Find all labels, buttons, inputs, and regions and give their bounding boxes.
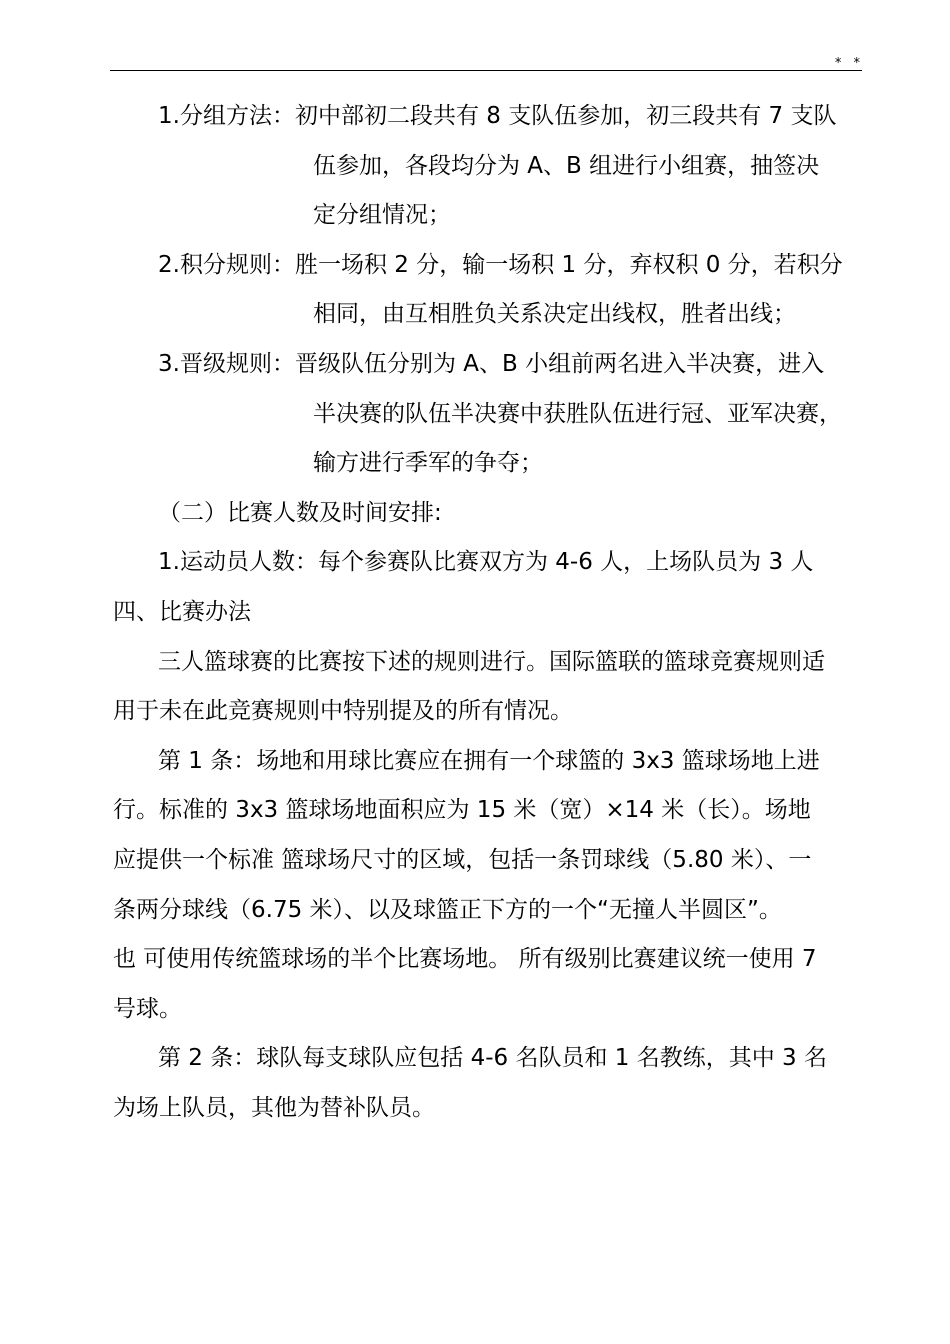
article-1-line-4: 条两分球线（6.75 米）、以及球篮正下方的一个“无撞人半圆区”。	[113, 896, 782, 923]
scoring-rules-line-2: 相同，由互相胜负关系决定出线权，胜者出线；	[313, 301, 796, 328]
scoring-rules-line-1: 2.积分规则：胜一场积 2 分，输一场积 1 分，弃权积 0 分，若积分	[158, 251, 843, 278]
grouping-method-line-1: 1.分组方法：初中部初二段共有 8 支队伍参加，初三段共有 7 支队	[158, 103, 837, 129]
promotion-rules-line-3: 输方进行季军的争夺；	[313, 450, 543, 477]
promotion-rules-line-1: 3.晋级规则：晋级队伍分别为 A、B 小组前两名进入半决赛，进入	[158, 350, 825, 377]
grouping-method-line-3: 定分组情况；	[313, 202, 451, 229]
rules-intro-line-1: 三人篮球赛的比赛按下述的规则进行。国际篮联的篮球竞赛规则适	[158, 648, 825, 675]
article-1-line-2: 行。标准的 3x3 篮球场地面积应为 15 米（宽）×14 米（长）。场地	[113, 797, 811, 824]
article-2-line-2: 为场上队员，其他为替补队员。	[113, 1094, 435, 1121]
player-count-line: 1.运动员人数：每个参赛队比赛双方为 4-6 人，上场队员为 3 人	[158, 549, 814, 576]
article-1-line-3: 应提供一个标准 篮球场尺寸的区域，包括一条罚球线（5.80 米）、一	[113, 846, 812, 873]
grouping-method-line-2: 伍参加，各段均分为 A、B 组进行小组赛，抽签决	[313, 152, 820, 179]
rules-intro-line-2: 用于未在此竞赛规则中特别提及的所有情况。	[113, 698, 573, 725]
document-body	[0, 92, 950, 1133]
article-1-line-5: 也 可使用传统篮球场的半个比赛场地。 所有级别比赛建议统一使用 7	[113, 946, 817, 973]
article-2-line-1: 第 2 条：球队每支球队应包括 4-6 名队员和 1 名教练，其中 3 名	[158, 1045, 827, 1072]
section-heading-competition-method: 四、比赛办法	[113, 598, 251, 625]
header-rule	[110, 70, 862, 71]
section-heading-schedule: （二）比赛人数及时间安排:	[158, 499, 442, 526]
article-1-line-6: 号球。	[113, 995, 182, 1022]
article-1-line-1: 第 1 条：场地和用球比赛应在拥有一个球篮的 3x3 篮球场地上进	[158, 747, 820, 774]
promotion-rules-line-2: 半决赛的队伍半决赛中获胜队伍进行冠、亚军决赛，	[313, 400, 842, 427]
header-mark: * *	[834, 56, 864, 71]
